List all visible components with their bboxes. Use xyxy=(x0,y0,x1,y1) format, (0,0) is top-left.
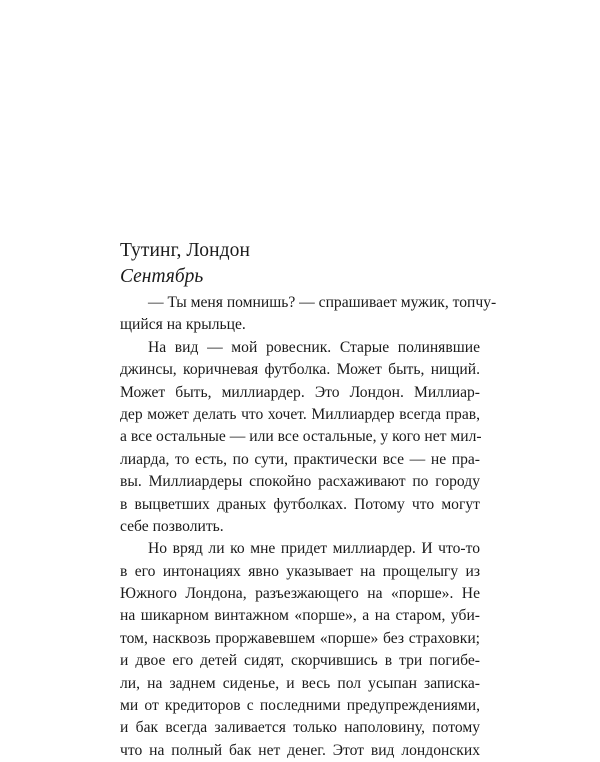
text-line: Южного Лондона, разъезжающего на «порше». Не xyxy=(120,585,480,603)
text-line: ми от кредиторов с последними предупреждениями, xyxy=(120,697,480,715)
chapter-heading xyxy=(120,238,500,290)
text-line: и двое его детей сидят, скорчившись в три погибе- xyxy=(120,652,480,670)
text-line: Но вряд ли ко мне придет миллиардер. И что-то xyxy=(148,540,480,558)
text-line: вы. Миллиардеры спокойно расхаживают по городу xyxy=(120,473,480,491)
text-line: в его интонациях явно указывает на прощелыгу из xyxy=(120,562,480,580)
text-line: на шикарном винтажном «порше», а на старом, уби- xyxy=(120,607,480,625)
text-line: дер может делать что хочет. Миллиардер всегда прав, xyxy=(120,405,480,423)
text-line: а все остальные — или все остальные, у кого нет мил- xyxy=(120,428,482,446)
chapter-date: Сентябрь xyxy=(120,266,204,287)
text-line: джинсы, коричневая футболка. Может быть, нищий. xyxy=(120,361,480,379)
text-line: том, насквозь проржавевшем «порше» без страховки; xyxy=(120,629,480,647)
body-text xyxy=(120,292,497,762)
text-line: себе позволить. xyxy=(120,517,224,535)
text-line: в выцветших драных футболках. Потому что могут xyxy=(120,495,480,513)
text-line: ли, на заднем сиденье, и весь пол усыпан записка- xyxy=(120,674,480,692)
text-line: щийся на крыльце. xyxy=(120,316,246,334)
chapter-location: Тутинг, Лондон xyxy=(120,240,251,261)
text-line: Может быть, миллиардер. Это Лондон. Миллиар- xyxy=(120,383,480,401)
text-line: лиарда, то есть, по сути, практически все — не пра- xyxy=(120,450,480,468)
text-line: что на полный бак нет денег. Этот вид лондонских xyxy=(120,741,480,759)
text-line: На вид — мой ровесник. Старые полинявшие xyxy=(148,338,480,356)
text-line: — Ты меня помнишь? — спрашивает мужик, топчу- xyxy=(148,294,497,311)
text-line: и бак всегда заливается только наполовину, потому xyxy=(120,719,480,737)
